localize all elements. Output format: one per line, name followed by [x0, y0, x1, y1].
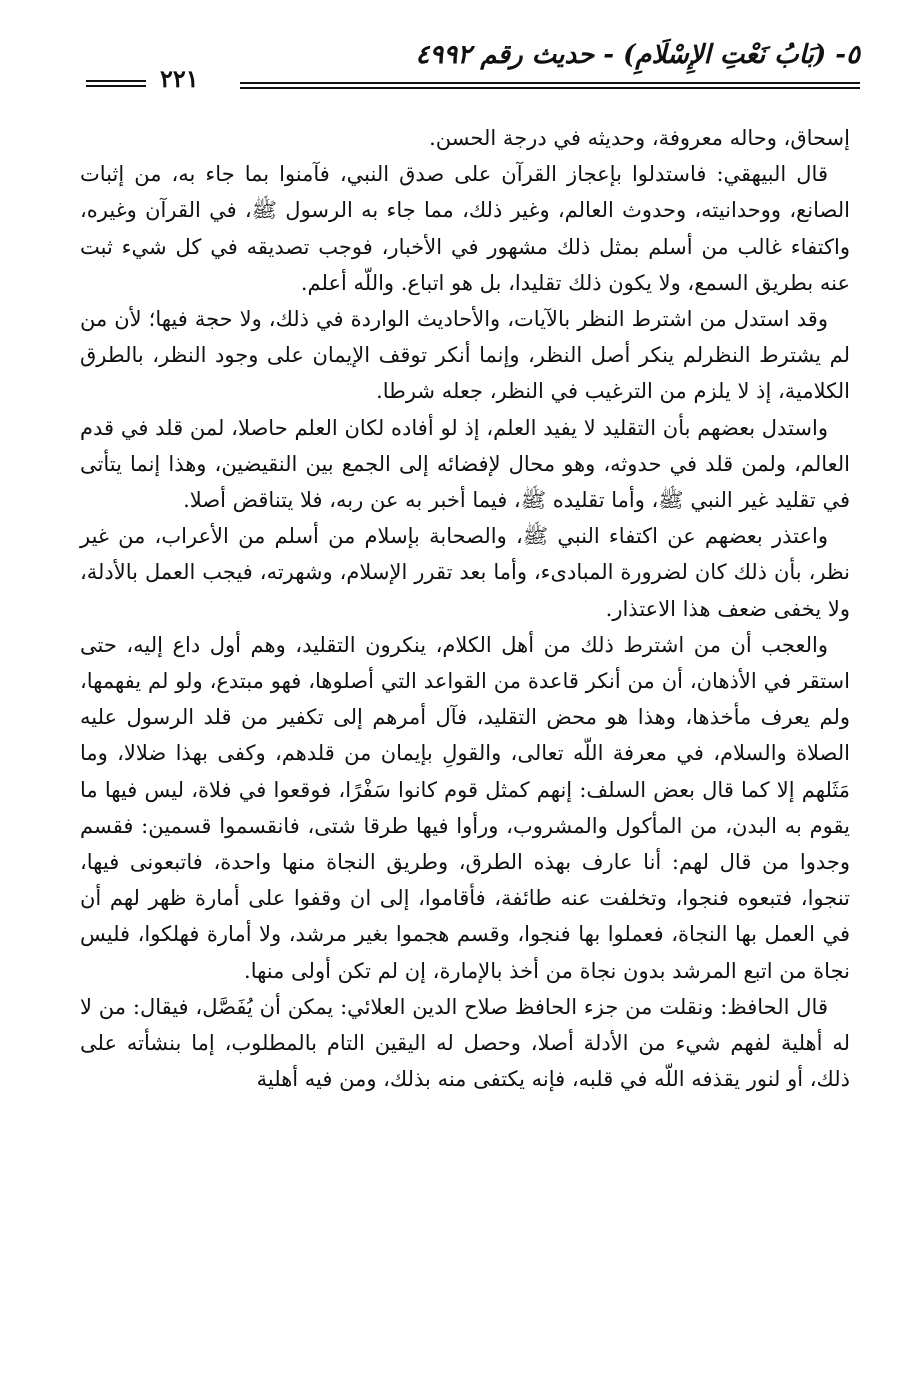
paragraph: والعجب أن من اشترط ذلك من أهل الكلام، ينكرون التقليد، وهم أول داع إليه، حتى استقر في الأذهان، أن من أنكر قاعدة من القواعد التي أصلوها، فهو مبتدع، ولو لم يفهمها، ولم يعرف مأخذها، وهذا هو محض التقليد، فآل أمرهم إلى تكفير من قلد الرسول عليه الصلاة والسلام، في معرفة اللّه تعالى، والقولِ بإيمان من قلدهم، وكفى بهذا ضلالا، وما مَثَلهم إلا كما قال بعض السلف: إنهم كمثل قوم كانوا سَفْرًا، فوقعوا في فلاة، ليس فيها ما يقوم به البدن، من المأكول والمشروب، ورأوا فيها طرقا شتى، فانقسموا قسمين: فقسم وجدوا من قال لهم: أنا عارف بهذه الطرق، وطريق النجاة منها واحدة، فاتبعونى فيها، تنجوا، فتبعوه فنجوا، وتخلفت عنه طائفة، فأقاموا، إلى ان وقفوا على أمارة ظهر لهم أن في العمل بها النجاة، فعملوا بها فنجوا، وقسم هجموا بغير مرشد، ولا أمارة فهلكوا، فليس نجاة من اتبع المرشد بدون نجاة من أخذ بالإمارة، إن لم تكن أولى منها. — [80, 632, 850, 983]
page-number-rule — [86, 80, 146, 87]
paragraph: قال البيهقي: فاستدلوا بإعجاز القرآن على صدق النبي، فآمنوا بما جاء به، من إثبات الصانع، ووحدانيته، وحدوث العالم، وغير ذلك، مما جاء به الرسول ﷺ، في القرآن وغيره، واكتفاء غالب من أسلم بمثل ذلك مشهور في الأخبار، فوجب تصديقه في كل شيء ثبت عنه بطريق السمع، ولا يكون ذلك تقليدا، بل هو اتباع. واللّه أعلم. — [80, 162, 850, 295]
chapter-title: ٥- (بَابُ نَعْتِ الإِسْلَامِ) - حديث رقم ٤٩٩٢ — [415, 40, 860, 70]
paragraph: إسحاق، وحاله معروفة، وحديثه في درجة الحسن. — [429, 126, 850, 150]
paragraph: قال الحافظ: ونقلت من جزء الحافظ صلاح الدين العلائي: يمكن أن يُفَصَّل، فيقال: من لا له أهلية لفهم شيء من الأدلة أصلا، وحصل له اليقين التام بالمطلوب، إما بنشأته على ذلك، أو لنور يقذفه اللّه في قلبه، فإنه يكتفى منه بذلك، ومن فيه أهلية — [80, 994, 850, 1092]
page-number: ٢٢١ — [160, 64, 199, 93]
paragraph: وقد استدل من اشترط النظر بالآيات، والأحاديث الواردة في ذلك، ولا حجة فيها؛ لأن من لم يشترط النظرلم ينكر أصل النظر، وإنما أنكر توقف الإيمان على وجود النظر، بالطرق الكلامية، إذ لا يلزم من الترغيب في النظر، جعله شرطا. — [80, 307, 850, 404]
page-header — [80, 40, 860, 100]
paragraph: واستدل بعضهم بأن التقليد لا يفيد العلم، إذ لو أفاده لكان العلم حاصلا، لمن قلد في قدم العالم، ولمن قلد في حدوثه، وهو محال لإفضائه إلى الجمع بين النقيضين، وهذا إنما يتأتى في تقليد غير النبي ﷺ، وأما تقليده ﷺ، فيما أخبر به عن ربه، فلا يتناقض أصلا. — [80, 415, 850, 513]
page-body — [80, 120, 850, 1097]
paragraph: واعتذر بعضهم عن اكتفاء النبي ﷺ، والصحابة بإسلام من أسلم من الأعراب، من غير نظر، بأن ذلك كان لضرورة المبادىء، وأما بعد تقرر الإسلام، وشهرته، فيجب العمل بالأدلة، ولا يخفى ضعف هذا الاعتذار. — [80, 524, 850, 621]
header-rule — [240, 82, 860, 89]
